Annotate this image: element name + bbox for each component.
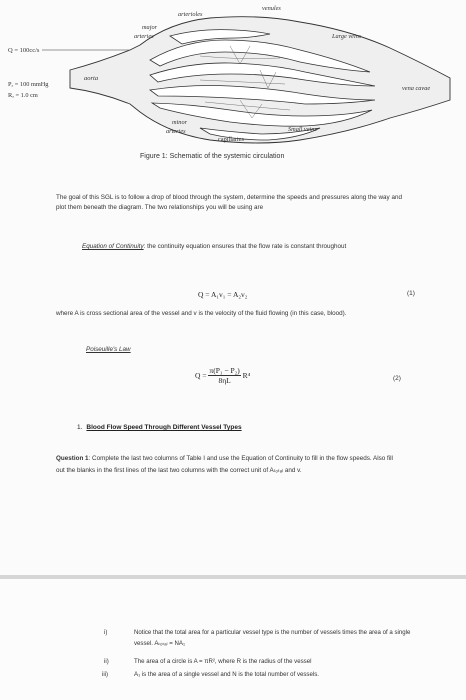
note-1-numeral: i)	[104, 629, 108, 636]
continuity-paragraph	[82, 242, 402, 252]
continuity-label: Equation of Continuity	[82, 243, 144, 250]
note-3-numeral: iii)	[102, 671, 109, 678]
section-title: Blood Flow Speed Through Different Vessel Types	[86, 424, 242, 431]
worksheet-page-2	[0, 579, 466, 700]
note-1-text: Notice that the total area for a particular vessel type is the number of vessels times the area of a single vessel. Aₜₒₜₐₗ = NA₁	[134, 629, 411, 647]
question-1	[56, 453, 401, 477]
large-veins-label: Large veins	[332, 33, 362, 40]
poiseuille-label-text: Poiseuille's Law	[86, 346, 131, 353]
note-2-numeral: ii)	[104, 658, 109, 665]
radius-label: Rₐ = 1.0 cm	[8, 92, 38, 99]
arterioles-label: arterioles	[178, 11, 203, 18]
capillaries-label: capillaries	[218, 136, 244, 143]
minor-arteries-label-2: arteries	[166, 128, 186, 135]
intro-paragraph	[56, 193, 404, 213]
question-label: Question 1	[56, 455, 89, 462]
flow-rate-label: Q = 100cc/s	[8, 47, 40, 54]
question-text: : Complete the last two columns of Table I and use the Equation of Continuity to fill in the flow speeds. Also fill out the blanks in the first lines of the last two columns with the correct unit of Aₜₒₜₐₗ and v.	[56, 455, 393, 474]
intro-text: The goal of this SGL is to follow a drop of blood through the system, determine the speeds and pressures along the way and plot them beneath the diagram. The two relationships you will be using are	[56, 194, 402, 211]
minor-arteries-label-1: minor	[172, 119, 188, 126]
poiseuille-tail: R⁴	[242, 371, 251, 380]
venules-label: venules	[262, 5, 281, 12]
section-number: 1.	[77, 424, 83, 431]
small-veins-label: Small veins	[288, 126, 317, 133]
note-2-text: The area of a circle is A = πR², where R is the radius of the vessel	[134, 658, 312, 665]
equation-2-number: (2)	[393, 375, 401, 382]
note-3-text: A₁ is the area of a single vessel and N is the total number of vessels.	[134, 671, 319, 678]
aorta-label: aorta	[84, 75, 99, 82]
poiseuille-denominator: 8ηL	[218, 376, 231, 385]
vena-cavae-label: vena cavae	[402, 85, 431, 92]
where-paragraph: where A is cross sectional area of the vessel and v is the velocity of the fluid flowing (in this case, blood).	[56, 310, 347, 317]
section-heading	[77, 424, 242, 431]
poiseuille-fraction	[208, 366, 240, 385]
circulation-diagram	[0, 0, 466, 170]
poiseuille-equation	[195, 366, 250, 385]
major-arteries-label-1: major	[142, 24, 158, 31]
continuity-text: : the continuity equation ensures that the flow rate is constant throughout	[143, 243, 347, 250]
poiseuille-numerator: π(P₁ − P₂)	[209, 366, 240, 375]
figure-caption: Figure 1: Schematic of the systemic circulation	[140, 153, 285, 160]
major-arteries-label-2: arteries	[134, 33, 154, 40]
poiseuille-label	[86, 345, 131, 355]
continuity-equation: Q = A₁v₁ = A₂v₂	[198, 290, 248, 299]
poiseuille-lhs: Q =	[195, 371, 207, 380]
pressure-label: Pₐ = 100 mmHg	[8, 81, 49, 88]
equation-1-number: (1)	[407, 290, 415, 297]
